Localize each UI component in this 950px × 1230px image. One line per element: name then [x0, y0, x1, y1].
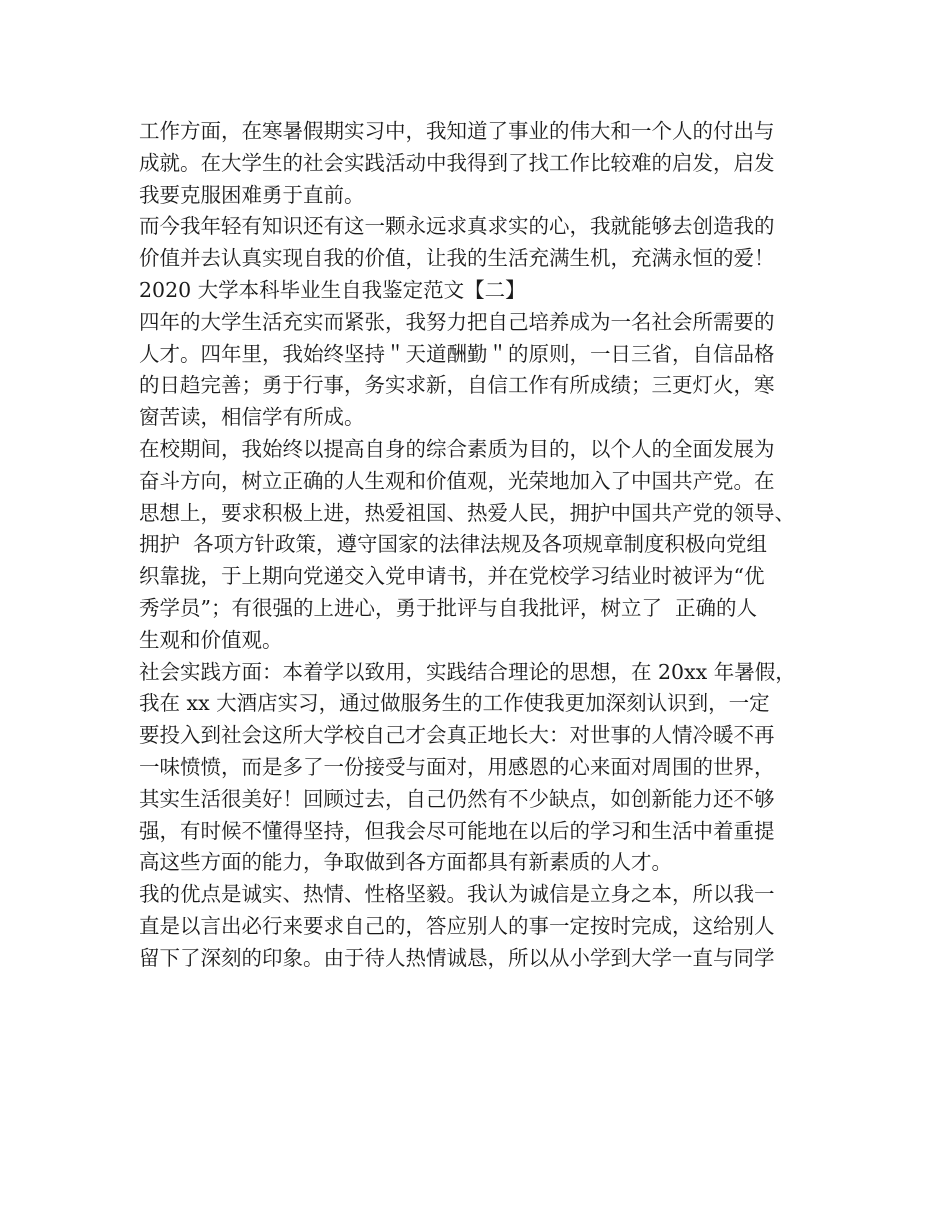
body-line: 价值并去认真实现自我的价值，让我的生活充满生机，充满永恒的爱！ — [139, 246, 775, 271]
body-line: 直是以言出必行来要求自己的，答应别人的事一定按时完成，这给别人 — [139, 913, 775, 938]
body-line: 工作方面，在寒暑假期实习中，我知道了事业的伟大和一个人的付出与 — [139, 119, 775, 143]
body-line: 的日趋完善；勇于行事，务实求新，自信工作有所成绩；三更灯火，寒 — [139, 373, 775, 398]
body-line: 强，有时候不懂得坚持，但我会尽可能地在以后的学习和生活中着重提 — [139, 818, 775, 843]
document-body — [139, 116, 829, 975]
body-line: 人才。四年里，我始终坚持＂天道酬勤＂的原则，一日三省，自信品格 — [139, 341, 775, 366]
body-line: 我在 xx 大酒店实习，通过做服务生的工作使我更加深刻认识到，一定 — [139, 691, 770, 716]
body-line: 在校期间，我始终以提高自身的综合素质为目的，以个人的全面发展为 — [139, 436, 775, 461]
body-line: 其实生活很美好！回顾过去，自己仍然有不少缺点，如创新能力还不够 — [139, 786, 775, 811]
body-line: 生观和价值观。 — [139, 627, 283, 652]
body-line: 社会实践方面：本着学以致用，实践结合理论的思想，在 20xx 年暑假， — [139, 659, 796, 684]
body-line: 而今我年轻有知识还有这一颗永远求真求实的心，我就能够去创造我的 — [139, 214, 775, 239]
body-line: 成就。在大学生的社会实践活动中我得到了找工作比较难的启发，启发 — [139, 150, 775, 175]
body-line: 秀学员”；有很强的上进心，勇于批评与自我批评，树立了 正确的人 — [139, 595, 758, 620]
body-line: 织靠拢，于上期向党递交入党申请书，并在党校学习结业时被评为“优 — [139, 564, 765, 589]
body-line: 留下了深刻的印象。由于待人热情诚恳，所以从小学到大学一直与同学 — [139, 945, 775, 970]
body-line: 要投入到社会这所大学校自己才会真正地长大：对世事的人情冷暖不再 — [139, 723, 775, 748]
body-line: 奋斗方向，树立正确的人生观和价值观，光荣地加入了中国共产党。在 — [139, 468, 775, 493]
body-line: 一味愤愤，而是多了一份接受与面对，用感恩的心来面对周围的世界， — [139, 754, 775, 779]
section-heading: 2020 大学本科毕业生自我鉴定范文【二】 — [139, 277, 526, 302]
body-line: 思想上，要求积极上进，热爱祖国、热爱人民，拥护中国共产党的领导、 — [139, 500, 795, 525]
body-line: 高这些方面的能力，争取做到各方面都具有新素质的人才。 — [139, 850, 672, 875]
body-line: 我的优点是诚实、热情、性格坚毅。我认为诚信是立身之本，所以我一 — [139, 882, 775, 907]
body-line: 四年的大学生活充实而紧张，我努力把自己培养成为一名社会所需要的 — [139, 309, 775, 334]
body-line: 窗苦读，相信学有所成。 — [139, 405, 365, 430]
body-line: 我要克服困难勇于直前。 — [139, 182, 365, 207]
body-line: 拥护 各项方针政策，遵守国家的法律法规及各项规章制度积极向党组 — [139, 532, 768, 557]
